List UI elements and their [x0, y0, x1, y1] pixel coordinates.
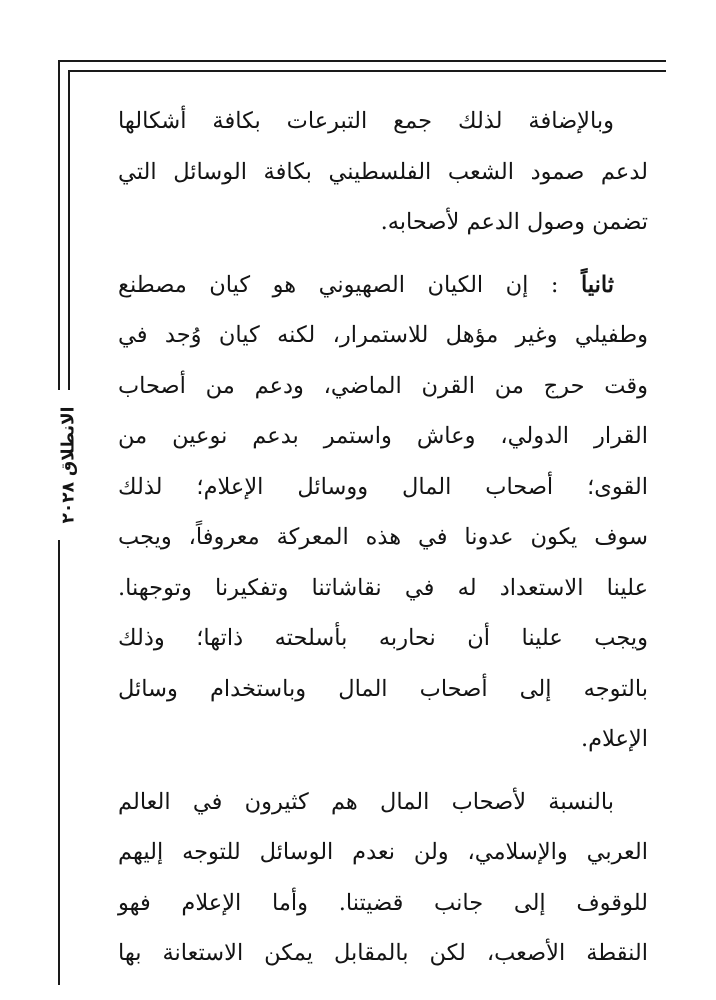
- text-line: القرار الدولي، وعاش واستمر بدعم نوعين من: [118, 423, 648, 449]
- paragraph-1: [118, 96, 648, 248]
- frame-top-outer-line: [58, 60, 666, 62]
- text-line: لدعم صمود الشعب الفلسطيني بكافة الوسائل التي: [118, 158, 648, 185]
- frame-left-inner-line: [68, 70, 70, 390]
- paragraph-lead: ثانياً: [580, 271, 614, 298]
- frame-left-bottom-line: [58, 540, 60, 985]
- text-line: النقطة الأصعب، لكن بالمقابل يمكن الاستعانة بها: [118, 940, 648, 966]
- frame-top-inner-line: [68, 70, 666, 72]
- text-line-rest: : إن الكيان الصهيوني هو كيان مصطنع: [118, 271, 559, 298]
- text-line: بالتوجه إلى أصحاب المال وباستخدام وسائل: [118, 675, 648, 702]
- text-line: علينا الاستعداد له في نقاشاتنا وتفكيرنا وتوجهنا.: [118, 574, 648, 601]
- running-title: [48, 395, 88, 535]
- text-line: ويجب علينا أن نحاربه بأسلحته ذاتها؛ وذلك: [118, 625, 648, 651]
- paragraph-2: [118, 260, 648, 765]
- paragraph-3: [118, 777, 648, 979]
- text-line: وبالإضافة لذلك جمع التبرعات بكافة أشكالها: [118, 108, 614, 134]
- text-line: وقت حرج من القرن الماضي، ودعم من أصحاب: [118, 372, 648, 399]
- text-line: بالنسبة لأصحاب المال هم كثيرون في العالم: [118, 788, 614, 815]
- text-line: الإعلام.: [580, 726, 648, 752]
- body-text: [118, 96, 648, 979]
- text-line: [118, 260, 648, 311]
- frame-left-outer-line: [58, 60, 60, 390]
- text-line: العربي والإسلامي، ولن نعدم الوسائل للتوجه إليهم: [118, 839, 648, 865]
- text-line: تضمن وصول الدعم لأصحابه.: [380, 209, 648, 235]
- text-line: وطفيلي وغير مؤهل للاستمرار، لكنه كيان وُجد في: [118, 322, 648, 348]
- text-line: القوى؛ أصحاب المال ووسائل الإعلام؛ لذلك: [118, 473, 648, 500]
- running-title-year: ٢٠٢٨: [58, 481, 79, 524]
- text-line: سوف يكون عدونا في هذه المعركة معروفاً، ويجب: [118, 524, 648, 550]
- running-title-label: الانطلاق: [58, 406, 79, 477]
- text-line: للوقوف إلى جانب قضيتنا. وأما الإعلام فهو: [118, 889, 648, 916]
